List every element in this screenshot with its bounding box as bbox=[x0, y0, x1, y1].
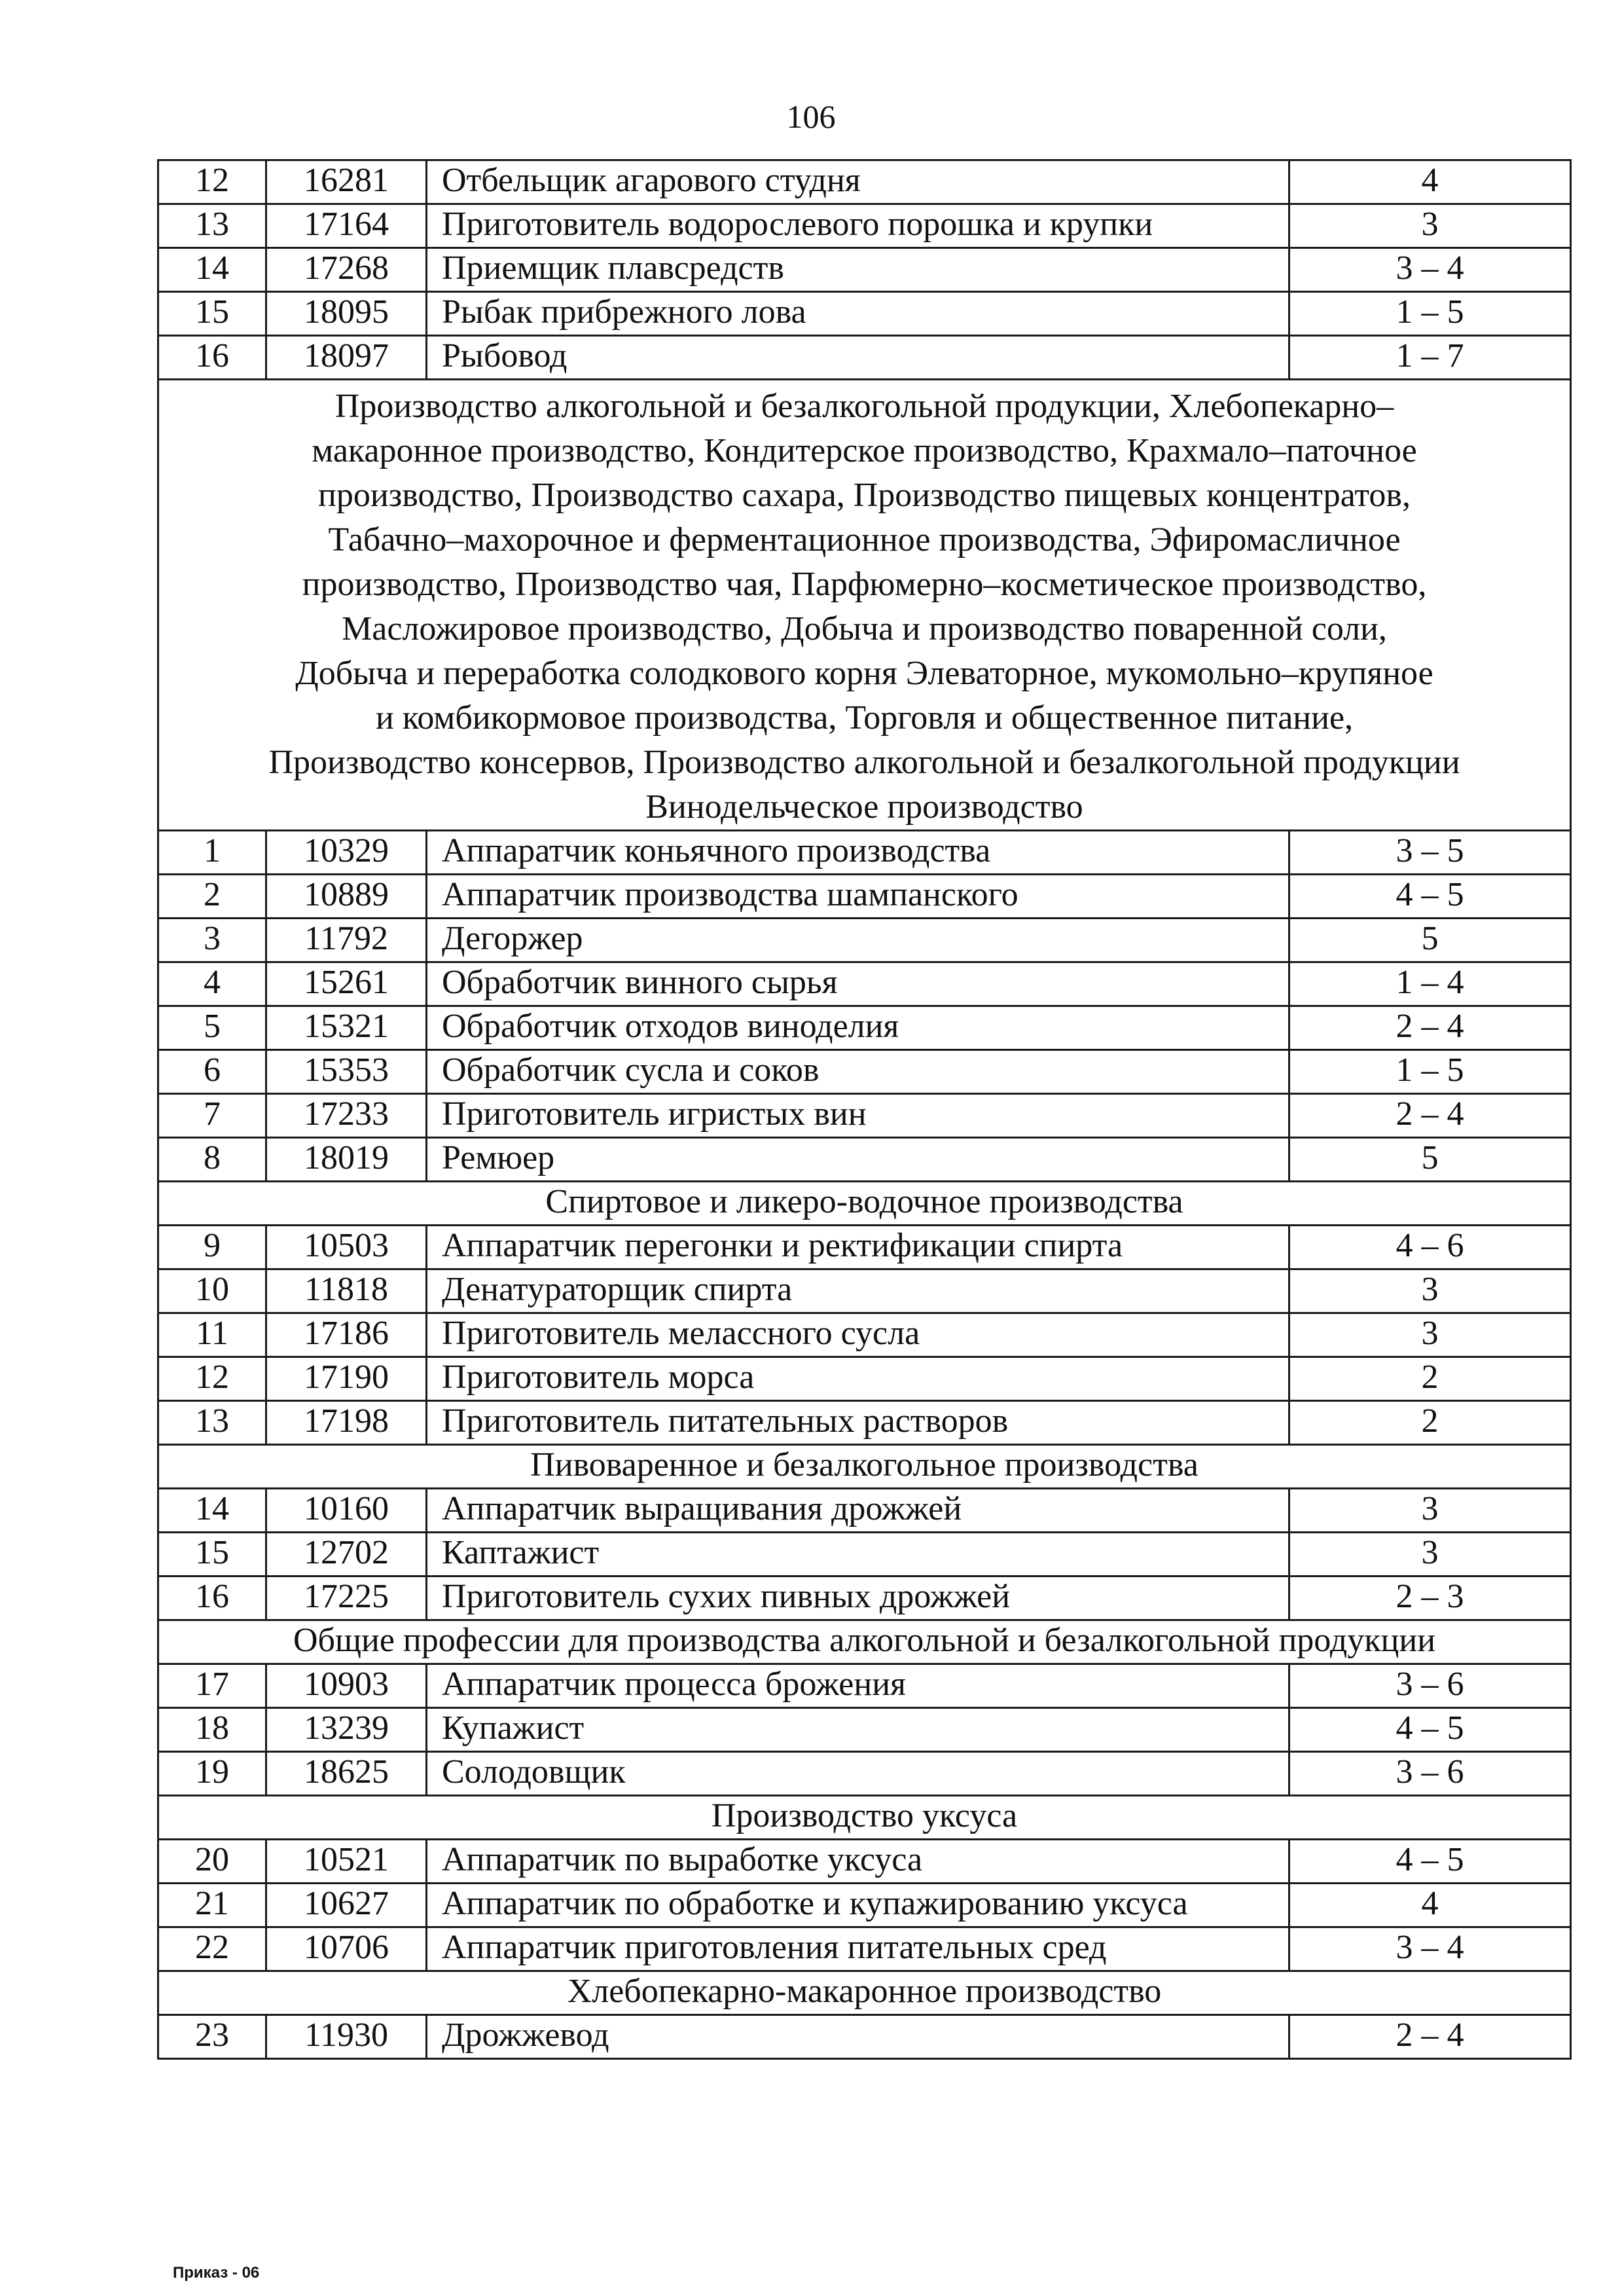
table-row bbox=[158, 1401, 1571, 1445]
section-title bbox=[158, 380, 1571, 831]
row-number-cell: 19 bbox=[158, 1752, 266, 1796]
grade-range-cell: 3 bbox=[1289, 204, 1571, 248]
profession-name-cell: Ремюер bbox=[427, 1138, 1289, 1182]
grade-range-cell: 3 – 6 bbox=[1289, 1664, 1571, 1708]
grade-range-cell: 2 – 4 bbox=[1289, 1094, 1571, 1138]
row-number-cell: 17 bbox=[158, 1664, 266, 1708]
section-title-line: Производство алкогольной и безалкогольной продукции, Хлебопекарно– bbox=[334, 388, 1394, 425]
grade-range-cell: 3 bbox=[1289, 1313, 1571, 1357]
profession-name-cell: Аппаратчик приготовления питательных сред bbox=[427, 1927, 1289, 1971]
profession-code-cell: 10706 bbox=[266, 1927, 427, 1971]
profession-code-cell: 17164 bbox=[266, 204, 427, 248]
table-row bbox=[158, 1094, 1571, 1138]
grade-range-cell: 5 bbox=[1289, 1138, 1571, 1182]
profession-name-cell: Приготовитель сухих пивных дрожжей bbox=[427, 1576, 1289, 1620]
table-row bbox=[158, 1138, 1571, 1182]
profession-code-cell: 15321 bbox=[266, 1006, 427, 1050]
row-number-cell: 15 bbox=[158, 292, 266, 336]
profession-code-cell: 10889 bbox=[266, 875, 427, 919]
section-header-row bbox=[158, 1445, 1571, 1489]
row-number-cell: 12 bbox=[158, 160, 266, 204]
grade-range-cell: 4 – 5 bbox=[1289, 1708, 1571, 1752]
table-row bbox=[158, 1006, 1571, 1050]
row-number-cell: 5 bbox=[158, 1006, 266, 1050]
section-title-line: Производство уксуса bbox=[711, 1797, 1018, 1834]
profession-code-cell: 18095 bbox=[266, 292, 427, 336]
grade-range-cell: 2 bbox=[1289, 1357, 1571, 1401]
profession-name-cell: Рыбовод bbox=[427, 336, 1289, 380]
grade-range-cell: 1 – 5 bbox=[1289, 1050, 1571, 1094]
profession-code-cell: 17186 bbox=[266, 1313, 427, 1357]
table-row bbox=[158, 1489, 1571, 1533]
row-number-cell: 23 bbox=[158, 2015, 266, 2059]
row-number-cell: 10 bbox=[158, 1269, 266, 1313]
profession-name-cell: Обработчик сусла и соков bbox=[427, 1050, 1289, 1094]
grade-range-cell: 2 – 4 bbox=[1289, 2015, 1571, 2059]
grade-range-cell: 4 – 5 bbox=[1289, 1840, 1571, 1884]
grade-range-cell: 5 bbox=[1289, 919, 1571, 962]
row-number-cell: 16 bbox=[158, 336, 266, 380]
section-title-line: производство, Производство сахара, Производство пищевых концентратов, bbox=[318, 477, 1411, 514]
professions-table bbox=[157, 159, 1572, 2060]
profession-name-cell: Приготовитель игристых вин bbox=[427, 1094, 1289, 1138]
grade-range-cell: 1 – 4 bbox=[1289, 962, 1571, 1006]
grade-range-cell: 2 – 3 bbox=[1289, 1576, 1571, 1620]
table-row bbox=[158, 1664, 1571, 1708]
profession-name-cell: Аппаратчик выращивания дрожжей bbox=[427, 1489, 1289, 1533]
section-title bbox=[158, 1796, 1571, 1840]
profession-name-cell: Приемщик плавсредств bbox=[427, 248, 1289, 292]
profession-name-cell: Аппаратчик по обработке и купажированию уксуса bbox=[427, 1884, 1289, 1927]
table-row bbox=[158, 204, 1571, 248]
profession-name-cell: Купажист bbox=[427, 1708, 1289, 1752]
row-number-cell: 21 bbox=[158, 1884, 266, 1927]
row-number-cell: 4 bbox=[158, 962, 266, 1006]
page-number: 106 bbox=[786, 98, 836, 135]
grade-range-cell: 4 bbox=[1289, 160, 1571, 204]
grade-range-cell: 4 – 5 bbox=[1289, 875, 1571, 919]
row-number-cell: 18 bbox=[158, 1708, 266, 1752]
profession-name-cell: Дрожжевод bbox=[427, 2015, 1289, 2059]
profession-code-cell: 10521 bbox=[266, 1840, 427, 1884]
profession-code-cell: 18625 bbox=[266, 1752, 427, 1796]
section-header-row bbox=[158, 1620, 1571, 1664]
profession-code-cell: 16281 bbox=[266, 160, 427, 204]
section-title-line: макаронное производство, Кондитерское производство, Крахмало–паточное bbox=[312, 432, 1417, 469]
grade-range-cell: 3 – 4 bbox=[1289, 1927, 1571, 1971]
table-row bbox=[158, 2015, 1571, 2059]
row-number-cell: 1 bbox=[158, 831, 266, 875]
professions-table-body bbox=[158, 160, 1571, 2059]
profession-code-cell: 17190 bbox=[266, 1357, 427, 1401]
table-row bbox=[158, 1050, 1571, 1094]
section-header-row bbox=[158, 1971, 1571, 2015]
table-row bbox=[158, 919, 1571, 962]
table-row bbox=[158, 1269, 1571, 1313]
profession-name-cell: Отбельщик агарового студня bbox=[427, 160, 1289, 204]
row-number-cell: 20 bbox=[158, 1840, 266, 1884]
profession-code-cell: 10160 bbox=[266, 1489, 427, 1533]
profession-name-cell: Аппаратчик производства шампанского bbox=[427, 875, 1289, 919]
grade-range-cell: 3 bbox=[1289, 1489, 1571, 1533]
grade-range-cell: 3 – 6 bbox=[1289, 1752, 1571, 1796]
table-row bbox=[158, 292, 1571, 336]
profession-code-cell: 17198 bbox=[266, 1401, 427, 1445]
grade-range-cell: 3 – 5 bbox=[1289, 831, 1571, 875]
profession-name-cell: Денатураторщик спирта bbox=[427, 1269, 1289, 1313]
profession-code-cell: 12702 bbox=[266, 1533, 427, 1576]
section-title-line: Производство консервов, Производство алкогольной и безалкогольной продукции bbox=[268, 744, 1460, 781]
table-row bbox=[158, 336, 1571, 380]
profession-code-cell: 17225 bbox=[266, 1576, 427, 1620]
profession-code-cell: 17268 bbox=[266, 248, 427, 292]
profession-name-cell: Каптажист bbox=[427, 1533, 1289, 1576]
section-title-line: Общие профессии для производства алкогольной и безалкогольной продукции bbox=[293, 1622, 1436, 1659]
profession-name-cell: Обработчик винного сырья bbox=[427, 962, 1289, 1006]
section-title bbox=[158, 1620, 1571, 1664]
row-number-cell: 9 bbox=[158, 1226, 266, 1269]
profession-code-cell: 11792 bbox=[266, 919, 427, 962]
section-title-line: и комбикормовое производства, Торговля и общественное питание, bbox=[375, 699, 1354, 737]
grade-range-cell: 4 bbox=[1289, 1884, 1571, 1927]
row-number-cell: 12 bbox=[158, 1357, 266, 1401]
table-row bbox=[158, 1708, 1571, 1752]
table-row bbox=[158, 1576, 1571, 1620]
table-row bbox=[158, 1533, 1571, 1576]
grade-range-cell: 2 – 4 bbox=[1289, 1006, 1571, 1050]
profession-code-cell: 11818 bbox=[266, 1269, 427, 1313]
table-row bbox=[158, 1884, 1571, 1927]
row-number-cell: 15 bbox=[158, 1533, 266, 1576]
section-title-line: Табачно–махорочное и ферментационное производства, Эфиромасличное bbox=[328, 521, 1401, 558]
profession-name-cell: Аппаратчик коньячного производства bbox=[427, 831, 1289, 875]
profession-name-cell: Аппаратчик процесса брожения bbox=[427, 1664, 1289, 1708]
section-title-line: Винодельческое производство bbox=[645, 788, 1083, 826]
grade-range-cell: 1 – 7 bbox=[1289, 336, 1571, 380]
table-row bbox=[158, 248, 1571, 292]
profession-code-cell: 18097 bbox=[266, 336, 427, 380]
section-title-line: Масложировое производство, Добыча и производство поваренной соли, bbox=[342, 610, 1387, 647]
profession-name-cell: Приготовитель водорослевого порошка и крупки bbox=[427, 204, 1289, 248]
table-row bbox=[158, 831, 1571, 875]
profession-name-cell: Аппаратчик перегонки и ректификации спирта bbox=[427, 1226, 1289, 1269]
grade-range-cell: 3 bbox=[1289, 1269, 1571, 1313]
row-number-cell: 11 bbox=[158, 1313, 266, 1357]
section-header-row bbox=[158, 1796, 1571, 1840]
table-row bbox=[158, 1313, 1571, 1357]
row-number-cell: 2 bbox=[158, 875, 266, 919]
section-title-line: Спиртовое и ликеро-водочное производства bbox=[545, 1183, 1183, 1220]
table-row bbox=[158, 160, 1571, 204]
row-number-cell: 13 bbox=[158, 1401, 266, 1445]
table-row bbox=[158, 962, 1571, 1006]
table-row bbox=[158, 1927, 1571, 1971]
section-title-line: производство, Производство чая, Парфюмерно–косметическое производство, bbox=[302, 566, 1427, 603]
row-number-cell: 3 bbox=[158, 919, 266, 962]
profession-name-cell: Солодовщик bbox=[427, 1752, 1289, 1796]
row-number-cell: 16 bbox=[158, 1576, 266, 1620]
grade-range-cell: 2 bbox=[1289, 1401, 1571, 1445]
table-row bbox=[158, 1357, 1571, 1401]
section-title bbox=[158, 1445, 1571, 1489]
profession-name-cell: Обработчик отходов виноделия bbox=[427, 1006, 1289, 1050]
profession-code-cell: 18019 bbox=[266, 1138, 427, 1182]
row-number-cell: 7 bbox=[158, 1094, 266, 1138]
section-title-line: Пивоваренное и безалкогольное производства bbox=[530, 1446, 1198, 1484]
section-header-row bbox=[158, 1182, 1571, 1226]
grade-range-cell: 4 – 6 bbox=[1289, 1226, 1571, 1269]
profession-code-cell: 10627 bbox=[266, 1884, 427, 1927]
section-header-row bbox=[158, 380, 1571, 831]
profession-code-cell: 10903 bbox=[266, 1664, 427, 1708]
row-number-cell: 6 bbox=[158, 1050, 266, 1094]
profession-code-cell: 11930 bbox=[266, 2015, 427, 2059]
section-title bbox=[158, 1182, 1571, 1226]
row-number-cell: 8 bbox=[158, 1138, 266, 1182]
profession-code-cell: 17233 bbox=[266, 1094, 427, 1138]
grade-range-cell: 3 bbox=[1289, 1533, 1571, 1576]
grade-range-cell: 3 – 4 bbox=[1289, 248, 1571, 292]
grade-range-cell: 1 – 5 bbox=[1289, 292, 1571, 336]
footer-order-label: Приказ - 06 bbox=[173, 2264, 260, 2282]
profession-name-cell: Приготовитель мелассного сусла bbox=[427, 1313, 1289, 1357]
profession-code-cell: 15353 bbox=[266, 1050, 427, 1094]
profession-name-cell: Рыбак прибрежного лова bbox=[427, 292, 1289, 336]
profession-name-cell: Аппаратчик по выработке уксуса bbox=[427, 1840, 1289, 1884]
table-row bbox=[158, 1752, 1571, 1796]
profession-code-cell: 13239 bbox=[266, 1708, 427, 1752]
profession-code-cell: 10503 bbox=[266, 1226, 427, 1269]
row-number-cell: 14 bbox=[158, 248, 266, 292]
row-number-cell: 22 bbox=[158, 1927, 266, 1971]
table-row bbox=[158, 1226, 1571, 1269]
profession-code-cell: 10329 bbox=[266, 831, 427, 875]
profession-name-cell: Приготовитель питательных растворов bbox=[427, 1401, 1289, 1445]
row-number-cell: 13 bbox=[158, 204, 266, 248]
table-row bbox=[158, 875, 1571, 919]
profession-code-cell: 15261 bbox=[266, 962, 427, 1006]
profession-name-cell: Дегоржер bbox=[427, 919, 1289, 962]
row-number-cell: 14 bbox=[158, 1489, 266, 1533]
table-row bbox=[158, 1840, 1571, 1884]
profession-name-cell: Приготовитель морса bbox=[427, 1357, 1289, 1401]
section-title-line: Добыча и переработка солодкового корня Элеваторное, мукомольно–крупяное bbox=[295, 655, 1433, 692]
section-title-line: Хлебопекарно-макаронное производство bbox=[567, 1973, 1162, 2010]
section-title bbox=[158, 1971, 1571, 2015]
